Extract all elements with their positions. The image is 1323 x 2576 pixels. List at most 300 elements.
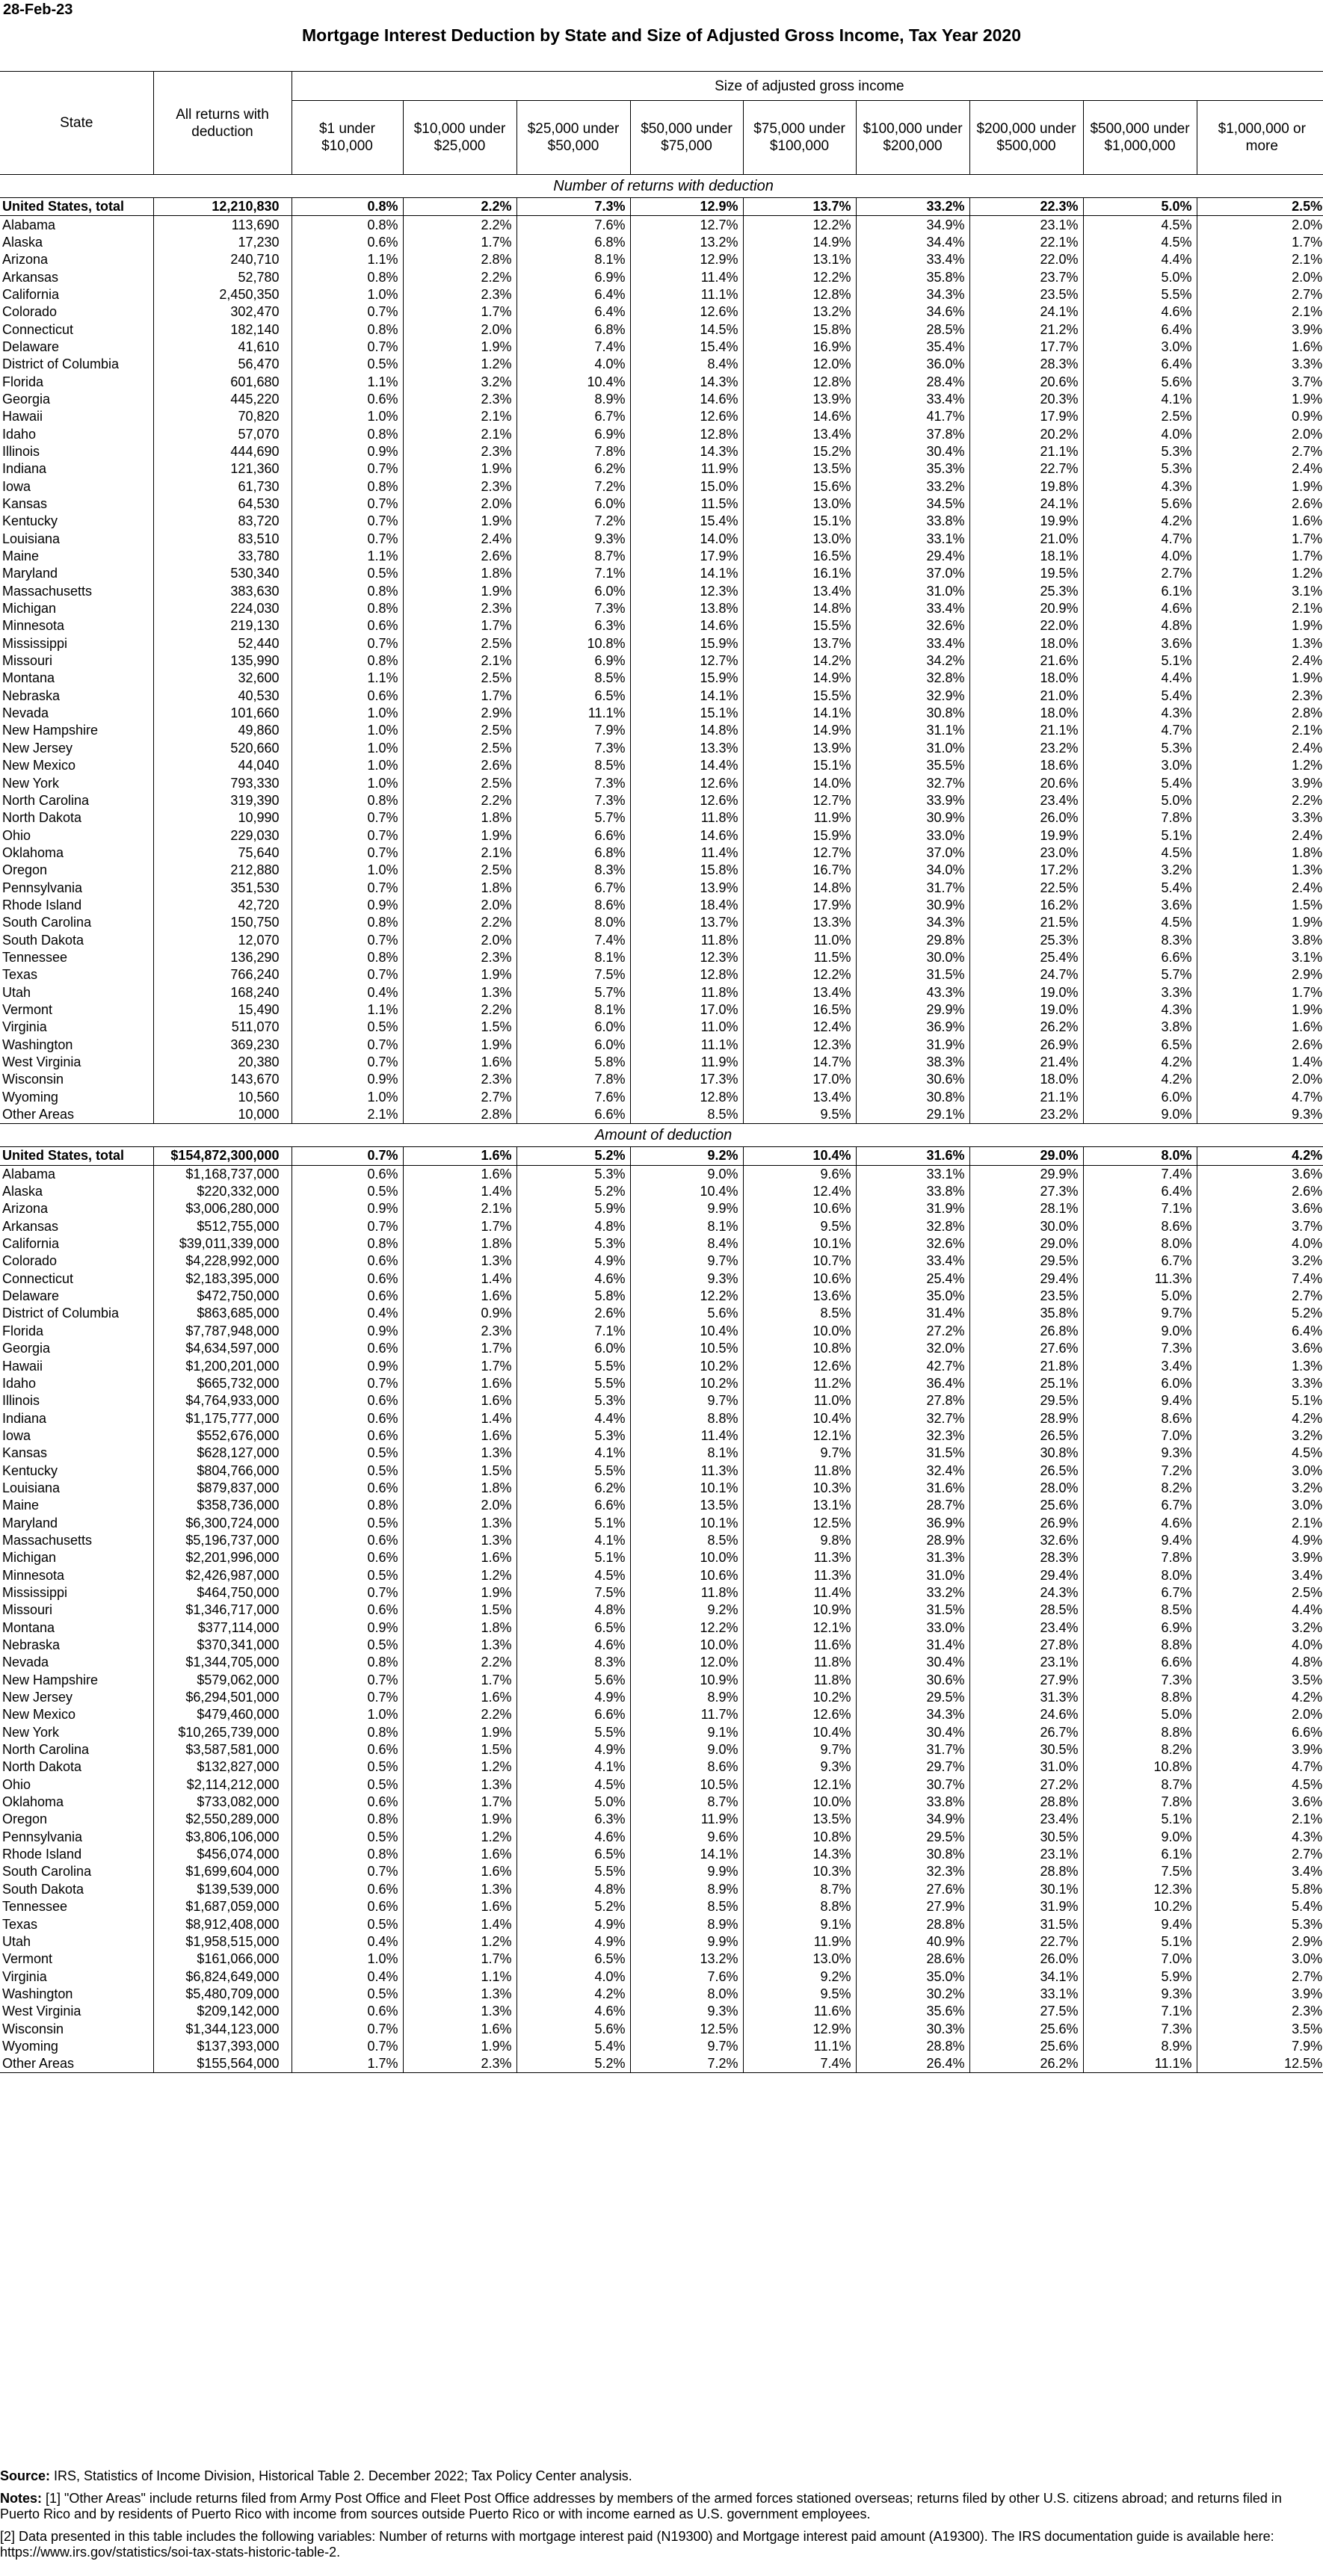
- table-row: [0, 1089, 1323, 1106]
- state-cell: Indiana: [0, 1409, 153, 1427]
- all-returns-cell: 150,750: [153, 914, 292, 931]
- all-returns-cell: 212,880: [153, 862, 292, 879]
- percent-cell: 5.9%: [516, 1200, 630, 1217]
- percent-cell: 5.3%: [516, 1392, 630, 1409]
- total-row: [0, 198, 1323, 216]
- state-cell: Georgia: [0, 391, 153, 408]
- percent-cell: 0.8%: [292, 425, 403, 442]
- percent-cell: 12.8%: [630, 425, 743, 442]
- percent-cell: 2.0%: [1292, 1707, 1323, 1723]
- percent-cell: 36.0%: [856, 356, 969, 373]
- percent-cell: 11.9%: [743, 1933, 856, 1950]
- percent-cell: 30.8%: [856, 1846, 969, 1863]
- percent-cell: 33.1%: [969, 1986, 1083, 2003]
- percent-cell: 1.8%: [1292, 844, 1323, 860]
- percent-cell: 11.9%: [630, 1811, 743, 1828]
- percent-cell: 35.0%: [856, 1968, 969, 1985]
- state-cell: South Dakota: [0, 1881, 153, 1898]
- percent-cell: 0.7%: [292, 1863, 403, 1880]
- percent-cell: 5.8%: [516, 1288, 630, 1305]
- percent-cell: 8.8%: [1083, 1689, 1197, 1706]
- percent-cell: 12.9%: [743, 2020, 856, 2037]
- state-cell: Maine: [0, 1497, 153, 1514]
- percent-cell: 33.0%: [856, 827, 969, 844]
- percent-cell: 1.6%: [403, 1288, 516, 1305]
- percent-cell: 17.7%: [969, 339, 1083, 356]
- percent-cell: 0.7%: [292, 2020, 403, 2037]
- percent-cell: 14.8%: [630, 722, 743, 739]
- percent-cell: 14.9%: [743, 670, 856, 687]
- percent-cell: 33.9%: [856, 792, 969, 809]
- percent-cell: 27.6%: [856, 1881, 969, 1898]
- percent-cell: 4.4%: [1083, 251, 1197, 268]
- percent-cell: 12.6%: [630, 408, 743, 425]
- all-returns-cell: 17,230: [153, 234, 292, 251]
- percent-cell: 14.8%: [743, 600, 856, 617]
- percent-cell: 9.7%: [630, 2038, 743, 2055]
- percent-cell: 3.1%: [1292, 949, 1323, 965]
- percent-cell: 9.3%: [630, 2003, 743, 2020]
- percent-cell: 4.3%: [1083, 478, 1197, 495]
- percent-cell: 5.1%: [1083, 827, 1197, 844]
- percent-cell: 7.0%: [1083, 1427, 1197, 1445]
- column-header-bracket: $10,000 under $25,000: [403, 101, 516, 175]
- percent-cell: 8.8%: [1083, 1637, 1197, 1654]
- percent-cell: 0.5%: [292, 1019, 403, 1036]
- percent-cell: 0.7%: [292, 1054, 403, 1071]
- all-returns-cell: 15,490: [153, 1001, 292, 1019]
- percent-cell: 14.6%: [630, 827, 743, 844]
- percent-cell: 1.7%: [1292, 531, 1323, 546]
- percent-cell: 4.1%: [516, 1445, 630, 1462]
- percent-cell: 35.3%: [856, 460, 969, 478]
- percent-cell: 8.5%: [516, 757, 630, 774]
- percent-cell: 25.6%: [969, 2038, 1083, 2055]
- percent-cell: 31.5%: [856, 1445, 969, 1462]
- percent-cell: 25.3%: [969, 583, 1083, 600]
- table-row: [0, 1270, 1323, 1288]
- percent-cell: 10.2%: [630, 1375, 743, 1392]
- table-row: [0, 1253, 1323, 1270]
- percent-cell: 9.3%: [1083, 1986, 1197, 2003]
- percent-cell: 21.1%: [969, 443, 1083, 460]
- percent-cell: 31.0%: [856, 583, 969, 600]
- percent-cell: 23.2%: [969, 1106, 1083, 1124]
- percent-cell: 1.8%: [403, 1480, 516, 1497]
- table-row: [0, 1106, 1323, 1124]
- percent-cell: 26.2%: [969, 1019, 1083, 1036]
- state-cell: Texas: [0, 1915, 153, 1933]
- all-returns-cell: 121,360: [153, 460, 292, 478]
- percent-cell: 11.5%: [630, 495, 743, 513]
- percent-cell: 34.3%: [856, 914, 969, 931]
- percent-cell: 12.2%: [743, 216, 856, 234]
- table-row: [0, 827, 1323, 844]
- percent-cell: 11.4%: [630, 268, 743, 285]
- percent-cell: 3.9%: [1292, 1742, 1323, 1758]
- percent-cell: 26.5%: [969, 1462, 1083, 1479]
- percent-cell: 33.4%: [856, 600, 969, 617]
- percent-cell: 30.6%: [856, 1071, 969, 1088]
- table-row: [0, 1794, 1323, 1811]
- percent-cell: 6.8%: [516, 844, 630, 862]
- percent-cell: 3.8%: [1083, 1019, 1197, 1036]
- all-returns-cell: 168,240: [153, 983, 292, 1001]
- table-row: [0, 1689, 1323, 1706]
- percent-cell: 5.0%: [1083, 1706, 1197, 1723]
- percent-cell: 13.4%: [743, 583, 856, 600]
- percent-cell: 7.5%: [516, 1584, 630, 1601]
- percent-cell: 31.9%: [856, 1037, 969, 1054]
- table-row: [0, 2020, 1323, 2037]
- percent-cell: 26.8%: [969, 1323, 1083, 1340]
- percent-cell: 3.6%: [1083, 897, 1197, 914]
- percent-cell: 8.6%: [630, 1758, 743, 1776]
- percent-cell: 4.6%: [516, 1637, 630, 1654]
- percent-cell: 4.9%: [516, 1915, 630, 1933]
- percent-cell: 15.4%: [630, 513, 743, 530]
- percent-cell: 31.0%: [856, 740, 969, 757]
- percent-cell: 1.7%: [1292, 549, 1323, 564]
- percent-cell: 8.7%: [743, 1881, 856, 1898]
- percent-cell: 21.5%: [969, 914, 1083, 931]
- percent-cell: 32.3%: [856, 1427, 969, 1445]
- percent-cell: 0.4%: [292, 983, 403, 1001]
- percent-cell: 0.4%: [292, 1968, 403, 1985]
- percent-cell: 1.9%: [1292, 478, 1323, 494]
- data-table: [0, 71, 1323, 2073]
- state-cell: Nevada: [0, 705, 153, 722]
- percent-cell: 4.5%: [516, 1566, 630, 1584]
- percent-cell: 2.0%: [1292, 269, 1323, 285]
- percent-cell: 25.6%: [969, 2020, 1083, 2037]
- percent-cell: 8.7%: [630, 1794, 743, 1811]
- table-row: [0, 1950, 1323, 1968]
- all-returns-cell: 41,610: [153, 339, 292, 356]
- table-row: [0, 513, 1323, 530]
- percent-cell: 22.0%: [969, 251, 1083, 268]
- table-row: [0, 879, 1323, 896]
- percent-cell: 2.2%: [403, 198, 516, 216]
- percent-cell: 1.9%: [1292, 1001, 1323, 1017]
- percent-cell: 10.1%: [630, 1514, 743, 1531]
- percent-cell: 13.0%: [743, 531, 856, 548]
- percent-cell: 3.4%: [1292, 1864, 1323, 1880]
- percent-cell: 11.3%: [630, 1462, 743, 1479]
- percent-cell: 14.6%: [630, 391, 743, 408]
- percent-cell: 7.1%: [516, 565, 630, 582]
- table-row: [0, 1846, 1323, 1863]
- percent-cell: 9.3%: [1083, 1445, 1197, 1462]
- percent-cell: 13.4%: [743, 1089, 856, 1106]
- all-returns-cell: $39,011,339,000: [153, 1235, 292, 1253]
- percent-cell: 10.8%: [743, 1829, 856, 1846]
- percent-cell: 34.4%: [856, 234, 969, 251]
- all-returns-cell: 113,690: [153, 216, 292, 234]
- all-returns-cell: 101,660: [153, 705, 292, 722]
- percent-cell: 4.4%: [516, 1409, 630, 1427]
- all-returns-cell: $1,687,059,000: [153, 1898, 292, 1915]
- percent-cell: 12.8%: [743, 373, 856, 390]
- percent-cell: 1.6%: [403, 1375, 516, 1392]
- percent-cell: 7.3%: [516, 600, 630, 617]
- percent-cell: 0.4%: [292, 1305, 403, 1322]
- percent-cell: 4.0%: [1083, 425, 1197, 442]
- percent-cell: 18.0%: [969, 635, 1083, 652]
- state-cell: Texas: [0, 966, 153, 983]
- percent-cell: 1.1%: [292, 670, 403, 687]
- percent-cell: 24.7%: [969, 966, 1083, 983]
- percent-cell: 8.3%: [1083, 931, 1197, 948]
- state-cell: Massachusetts: [0, 583, 153, 600]
- table-row: [0, 1584, 1323, 1601]
- percent-cell: 4.0%: [1292, 1236, 1323, 1252]
- all-returns-cell: 64,530: [153, 495, 292, 513]
- percent-cell: 7.5%: [1083, 1863, 1197, 1880]
- percent-cell: 0.8%: [292, 1724, 403, 1741]
- state-cell: Kentucky: [0, 1462, 153, 1479]
- percent-cell: 7.6%: [516, 216, 630, 234]
- state-cell: United States, total: [0, 1147, 153, 1165]
- percent-cell: 12.5%: [630, 2020, 743, 2037]
- percent-cell: 9.0%: [1083, 1829, 1197, 1846]
- percent-cell: 0.9%: [292, 1619, 403, 1637]
- percent-cell: 2.5%: [403, 862, 516, 879]
- percent-cell: 2.6%: [403, 548, 516, 565]
- percent-cell: 10.6%: [743, 1200, 856, 1217]
- percent-cell: 34.9%: [856, 1811, 969, 1828]
- percent-cell: 6.0%: [1083, 1375, 1197, 1392]
- percent-cell: 10.3%: [743, 1863, 856, 1880]
- percent-cell: 6.4%: [516, 303, 630, 321]
- footnotes: [0, 2468, 1316, 2567]
- percent-cell: 23.1%: [969, 1654, 1083, 1671]
- all-returns-cell: 143,670: [153, 1071, 292, 1088]
- percent-cell: 14.1%: [630, 565, 743, 582]
- percent-cell: 16.7%: [743, 862, 856, 879]
- percent-cell: 3.1%: [1292, 583, 1323, 599]
- percent-cell: 4.3%: [1292, 1829, 1323, 1844]
- percent-cell: 0.8%: [292, 1497, 403, 1514]
- table-row: [0, 1672, 1323, 1689]
- percent-cell: 31.9%: [969, 1898, 1083, 1915]
- percent-cell: 11.0%: [743, 931, 856, 948]
- percent-cell: 10.4%: [630, 1183, 743, 1200]
- table-row: [0, 914, 1323, 931]
- table-row: [0, 1323, 1323, 1340]
- percent-cell: 4.2%: [1292, 1410, 1323, 1426]
- percent-cell: 29.0%: [969, 1147, 1083, 1165]
- percent-cell: 1.5%: [403, 1019, 516, 1036]
- percent-cell: 13.5%: [743, 1811, 856, 1828]
- state-cell: Florida: [0, 1323, 153, 1340]
- state-cell: Michigan: [0, 600, 153, 617]
- percent-cell: 0.8%: [292, 321, 403, 338]
- section-header-row: [0, 1124, 1323, 1147]
- percent-cell: 4.6%: [516, 2003, 630, 2020]
- percent-cell: 12.9%: [630, 198, 743, 216]
- state-cell: Delaware: [0, 1288, 153, 1305]
- table-row: [0, 1427, 1323, 1445]
- percent-cell: 2.7%: [403, 1089, 516, 1106]
- percent-cell: 0.5%: [292, 1986, 403, 2003]
- percent-cell: 5.8%: [1292, 1881, 1323, 1897]
- percent-cell: 32.7%: [856, 1409, 969, 1427]
- percent-cell: 6.3%: [516, 1811, 630, 1828]
- percent-cell: 1.9%: [1292, 391, 1323, 407]
- percent-cell: 13.5%: [630, 1497, 743, 1514]
- all-returns-cell: 240,710: [153, 251, 292, 268]
- percent-cell: 0.5%: [292, 1514, 403, 1531]
- percent-cell: 0.5%: [292, 356, 403, 373]
- all-returns-cell: 319,390: [153, 792, 292, 809]
- percent-cell: 13.3%: [743, 914, 856, 931]
- percent-cell: 0.9%: [292, 1200, 403, 1217]
- percent-cell: 28.0%: [969, 1480, 1083, 1497]
- percent-cell: 10.5%: [630, 1776, 743, 1794]
- percent-cell: 11.1%: [516, 705, 630, 722]
- percent-cell: 2.3%: [403, 1071, 516, 1088]
- percent-cell: 11.6%: [743, 2003, 856, 2020]
- percent-cell: 8.9%: [630, 1689, 743, 1706]
- percent-cell: 10.4%: [743, 1147, 856, 1165]
- state-cell: South Carolina: [0, 914, 153, 931]
- percent-cell: 8.0%: [630, 1986, 743, 2003]
- all-returns-cell: $1,344,705,000: [153, 1654, 292, 1671]
- percent-cell: 28.8%: [969, 1863, 1083, 1880]
- percent-cell: 2.2%: [403, 1706, 516, 1723]
- percent-cell: 0.7%: [292, 809, 403, 827]
- percent-cell: 31.6%: [856, 1147, 969, 1165]
- column-header-all-returns: All returns with deduction: [153, 72, 292, 175]
- percent-cell: 14.3%: [743, 1846, 856, 1863]
- percent-cell: 6.5%: [516, 688, 630, 705]
- all-returns-cell: $3,587,581,000: [153, 1741, 292, 1758]
- percent-cell: 4.5%: [1083, 216, 1197, 234]
- percent-cell: 32.6%: [856, 617, 969, 634]
- all-returns-cell: $665,732,000: [153, 1375, 292, 1392]
- all-returns-cell: $5,480,709,000: [153, 1986, 292, 2003]
- percent-cell: 2.0%: [403, 931, 516, 948]
- percent-cell: 28.3%: [969, 356, 1083, 373]
- percent-cell: 11.6%: [743, 1637, 856, 1654]
- percent-cell: 3.0%: [1292, 1498, 1323, 1513]
- table-row: [0, 339, 1323, 356]
- percent-cell: 12.1%: [743, 1776, 856, 1794]
- percent-cell: 12.6%: [630, 774, 743, 791]
- percent-cell: 0.6%: [292, 617, 403, 634]
- percent-cell: 11.4%: [630, 844, 743, 862]
- percent-cell: 1.7%: [403, 1340, 516, 1357]
- percent-cell: 19.8%: [969, 478, 1083, 495]
- percent-cell: 12.7%: [743, 844, 856, 862]
- percent-cell: 1.6%: [403, 2020, 516, 2037]
- percent-cell: 8.8%: [1083, 1724, 1197, 1741]
- percent-cell: 6.6%: [516, 827, 630, 844]
- percent-cell: 9.9%: [630, 1863, 743, 1880]
- all-returns-cell: 44,040: [153, 757, 292, 774]
- percent-cell: 5.5%: [1083, 286, 1197, 303]
- percent-cell: 12.4%: [743, 1183, 856, 1200]
- table-row: [0, 740, 1323, 757]
- percent-cell: 11.8%: [630, 1584, 743, 1601]
- percent-cell: 1.3%: [403, 2003, 516, 2020]
- percent-cell: 6.9%: [516, 652, 630, 670]
- percent-cell: 3.0%: [1083, 757, 1197, 774]
- table-row: [0, 617, 1323, 634]
- all-returns-cell: $370,341,000: [153, 1637, 292, 1654]
- table-row: [0, 1305, 1323, 1322]
- percent-cell: 2.5%: [403, 670, 516, 687]
- all-returns-cell: 10,990: [153, 809, 292, 827]
- percent-cell: 0.6%: [292, 1270, 403, 1288]
- percent-cell: 0.8%: [292, 198, 403, 216]
- percent-cell: 5.0%: [516, 1794, 630, 1811]
- percent-cell: 40.9%: [856, 1933, 969, 1950]
- percent-cell: 2.1%: [1292, 252, 1323, 268]
- state-cell: Oklahoma: [0, 844, 153, 862]
- table-row: [0, 1915, 1323, 1933]
- percent-cell: 1.3%: [403, 1532, 516, 1549]
- table-row: [0, 1724, 1323, 1741]
- percent-cell: 0.5%: [292, 1637, 403, 1654]
- percent-cell: 1.0%: [292, 1950, 403, 1968]
- table-row: [0, 1758, 1323, 1776]
- percent-cell: 31.5%: [969, 1915, 1083, 1933]
- table-row: [0, 1637, 1323, 1654]
- state-cell: North Dakota: [0, 809, 153, 827]
- percent-cell: 14.9%: [743, 722, 856, 739]
- percent-cell: 30.6%: [856, 1672, 969, 1689]
- percent-cell: 4.9%: [516, 1933, 630, 1950]
- percent-cell: 0.5%: [292, 565, 403, 582]
- percent-cell: 3.2%: [1083, 862, 1197, 879]
- percent-cell: 28.8%: [856, 1915, 969, 1933]
- percent-cell: 22.0%: [969, 617, 1083, 634]
- table-row: [0, 460, 1323, 478]
- percent-cell: 31.6%: [856, 1480, 969, 1497]
- percent-cell: 35.8%: [856, 268, 969, 285]
- percent-cell: 18.0%: [969, 1071, 1083, 1088]
- table-row: [0, 983, 1323, 1001]
- percent-cell: 2.1%: [1292, 304, 1323, 320]
- percent-cell: 3.2%: [1292, 1253, 1323, 1269]
- percent-cell: 0.9%: [292, 1071, 403, 1088]
- state-cell: Massachusetts: [0, 1532, 153, 1549]
- all-returns-cell: $139,539,000: [153, 1881, 292, 1898]
- percent-cell: 20.9%: [969, 600, 1083, 617]
- notes-label: Notes:: [0, 2491, 43, 2506]
- percent-cell: 16.9%: [743, 339, 856, 356]
- percent-cell: 4.8%: [1292, 1655, 1323, 1670]
- state-cell: Arizona: [0, 1200, 153, 1217]
- percent-cell: 0.8%: [292, 583, 403, 600]
- state-cell: New York: [0, 1724, 153, 1741]
- percent-cell: 0.6%: [292, 688, 403, 705]
- percent-cell: 12.3%: [743, 1037, 856, 1054]
- percent-cell: 32.3%: [856, 1863, 969, 1880]
- column-header-state: State: [0, 72, 153, 175]
- percent-cell: 6.9%: [516, 425, 630, 442]
- table-row: [0, 966, 1323, 983]
- table-row: [0, 1165, 1323, 1183]
- all-returns-cell: $4,764,933,000: [153, 1392, 292, 1409]
- percent-cell: 35.6%: [856, 2003, 969, 2020]
- state-cell: Oregon: [0, 862, 153, 879]
- percent-cell: 31.0%: [969, 1758, 1083, 1776]
- state-cell: Louisiana: [0, 531, 153, 548]
- percent-cell: 15.5%: [743, 617, 856, 634]
